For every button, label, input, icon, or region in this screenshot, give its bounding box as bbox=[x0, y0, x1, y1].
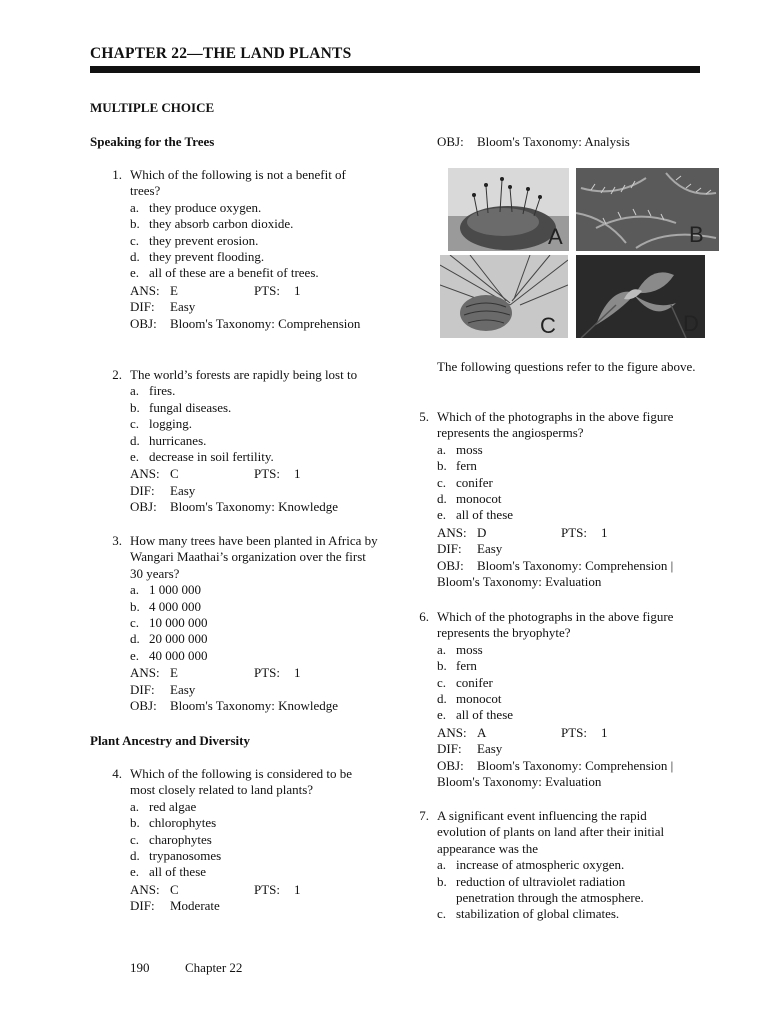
answer-value: C bbox=[170, 466, 179, 482]
option-letter: e. bbox=[130, 449, 140, 465]
option bbox=[437, 857, 677, 873]
option bbox=[130, 599, 380, 615]
dif-label: DIF: bbox=[130, 482, 155, 498]
option-text: fungal diseases. bbox=[149, 399, 232, 415]
obj-label: OBJ: bbox=[437, 134, 464, 149]
option bbox=[437, 442, 705, 458]
option-letter: d. bbox=[130, 249, 140, 265]
ans-label: ANS: bbox=[130, 881, 160, 897]
option-letter: c. bbox=[130, 416, 140, 432]
question-1 bbox=[112, 167, 370, 332]
option-letter: b. bbox=[130, 598, 140, 614]
obj-label: OBJ: bbox=[437, 757, 464, 773]
option bbox=[437, 707, 705, 723]
option-letter: c. bbox=[130, 615, 140, 631]
option-letter: e. bbox=[130, 864, 140, 880]
option-text: they produce oxygen. bbox=[149, 199, 262, 215]
difficulty-value: Easy bbox=[477, 741, 503, 757]
option bbox=[130, 449, 380, 465]
dif-label: DIF: bbox=[130, 681, 155, 697]
question-number: 1. bbox=[112, 167, 122, 182]
option-letter: e. bbox=[437, 507, 447, 523]
option bbox=[130, 582, 380, 598]
objective-value: Bloom's Taxonomy: Knowledge bbox=[170, 698, 339, 714]
points-value: 1 bbox=[601, 724, 608, 740]
objective-value-continued: Bloom's Taxonomy: Evaluation bbox=[437, 774, 602, 790]
pts-label: PTS: bbox=[561, 524, 588, 540]
option-letter: e. bbox=[130, 647, 140, 663]
page-number: 190 bbox=[130, 960, 150, 975]
option-letter: a. bbox=[130, 582, 140, 598]
option-text: stabilization of global climates. bbox=[456, 906, 620, 922]
question-number: 2. bbox=[112, 367, 122, 382]
option-letter: b. bbox=[437, 873, 447, 889]
title-rule bbox=[90, 66, 700, 73]
option-text: 20 000 000 bbox=[149, 631, 208, 647]
option bbox=[130, 864, 375, 880]
question-2 bbox=[112, 367, 380, 516]
option bbox=[130, 615, 380, 631]
question-3 bbox=[112, 533, 380, 714]
option-text: 1 000 000 bbox=[149, 582, 201, 598]
option-text: 40 000 000 bbox=[149, 647, 208, 663]
option-letter: e. bbox=[437, 707, 447, 723]
obj-label: OBJ: bbox=[130, 315, 157, 331]
question-7 bbox=[419, 808, 677, 923]
option bbox=[130, 848, 375, 864]
difficulty-value: Easy bbox=[170, 299, 196, 315]
points-value: 1 bbox=[294, 282, 301, 298]
pts-label: PTS: bbox=[254, 466, 281, 482]
photo-label-d: D bbox=[683, 311, 699, 336]
question-stem: Which of the following is not a benefit of trees? bbox=[130, 167, 346, 199]
option bbox=[130, 200, 370, 216]
option bbox=[130, 799, 375, 815]
option-text: monocot bbox=[456, 691, 502, 707]
question-stem: The world’s forests are rapidly being lost to bbox=[130, 367, 358, 382]
question-number: 5. bbox=[419, 409, 429, 424]
option-letter: c. bbox=[437, 674, 447, 690]
option-text: all of these bbox=[149, 864, 207, 880]
option-text: fires. bbox=[149, 383, 176, 399]
points-value: 1 bbox=[601, 524, 608, 540]
option bbox=[130, 233, 370, 249]
option bbox=[130, 383, 380, 399]
option-text: they prevent erosion. bbox=[149, 232, 259, 248]
obj-label: OBJ: bbox=[130, 499, 157, 515]
option-letter: c. bbox=[130, 831, 140, 847]
carryover-objective bbox=[437, 134, 697, 150]
option-text: logging. bbox=[149, 416, 192, 432]
option-letter: b. bbox=[130, 399, 140, 415]
question-stem: How many trees have been planted in Africa by Wangari Maathai’s organization over the first 30 years? bbox=[130, 533, 378, 581]
difficulty-value: Easy bbox=[477, 541, 503, 557]
question-stem: Which of the photographs in the above figure represents the bryophyte? bbox=[437, 609, 674, 641]
option-letter: b. bbox=[130, 216, 140, 232]
answer-value: E bbox=[170, 282, 178, 298]
option-text: they prevent flooding. bbox=[149, 249, 265, 265]
option bbox=[130, 416, 380, 432]
difficulty-value: Easy bbox=[170, 681, 196, 697]
option bbox=[437, 658, 705, 674]
option bbox=[437, 874, 677, 907]
photo-label-a: A bbox=[548, 224, 563, 249]
option-text: conifer bbox=[456, 674, 493, 690]
option bbox=[130, 648, 380, 664]
answer-value: E bbox=[170, 665, 178, 681]
figure-caption: The following questions refer to the figure above. bbox=[437, 359, 696, 374]
option bbox=[437, 691, 705, 707]
pts-label: PTS: bbox=[254, 881, 281, 897]
question-number: 4. bbox=[112, 766, 122, 781]
option-text: they absorb carbon dioxide. bbox=[149, 216, 294, 232]
chapter-title: CHAPTER 22—THE LAND PLANTS bbox=[90, 45, 352, 62]
option-text: moss bbox=[456, 441, 483, 457]
option-text: charophytes bbox=[149, 831, 212, 847]
ans-label: ANS: bbox=[130, 466, 160, 482]
question-number: 6. bbox=[419, 609, 429, 624]
option bbox=[130, 631, 380, 647]
option-letter: d. bbox=[437, 691, 447, 707]
option-text: fern bbox=[456, 658, 477, 674]
option bbox=[437, 475, 705, 491]
obj-label: OBJ: bbox=[130, 698, 157, 714]
question-5 bbox=[419, 409, 705, 590]
option-text: chlorophytes bbox=[149, 815, 217, 831]
option bbox=[130, 249, 370, 265]
objective-value: Bloom's Taxonomy: Analysis bbox=[477, 134, 630, 149]
photo-b-fern bbox=[576, 168, 719, 251]
option bbox=[130, 400, 380, 416]
option-letter: d. bbox=[130, 848, 140, 864]
option-letter: c. bbox=[437, 474, 447, 490]
question-4 bbox=[112, 766, 375, 915]
ans-label: ANS: bbox=[437, 524, 467, 540]
option-letter: d. bbox=[130, 631, 140, 647]
option bbox=[130, 216, 370, 232]
question-stem: A significant event influencing the rapid evolution of plants on land after their initial appearance was the bbox=[437, 808, 665, 856]
difficulty-value: Moderate bbox=[170, 898, 220, 914]
dif-label: DIF: bbox=[130, 299, 155, 315]
option bbox=[130, 433, 380, 449]
points-value: 1 bbox=[294, 665, 301, 681]
question-number: 3. bbox=[112, 533, 122, 548]
question-stem: Which of the following is considered to be most closely related to land plants? bbox=[130, 766, 353, 798]
photo-label-b: B bbox=[689, 222, 704, 247]
option-letter: b. bbox=[437, 658, 447, 674]
option-letter: d. bbox=[130, 432, 140, 448]
option bbox=[437, 642, 705, 658]
photo-d-monocot bbox=[576, 255, 705, 338]
answer-value: A bbox=[477, 724, 487, 740]
option-text: decrease in soil fertility. bbox=[149, 449, 274, 465]
objective-value: Bloom's Taxonomy: Comprehension | bbox=[477, 557, 674, 573]
objective-value-continued: Bloom's Taxonomy: Evaluation bbox=[437, 574, 602, 590]
photo-a-moss bbox=[448, 168, 569, 251]
answer-value: C bbox=[170, 881, 179, 897]
option bbox=[437, 491, 705, 507]
option-letter: b. bbox=[437, 458, 447, 474]
pts-label: PTS: bbox=[254, 665, 281, 681]
subsection-heading-trees: Speaking for the Trees bbox=[90, 134, 215, 149]
pts-label: PTS: bbox=[561, 724, 588, 740]
option-text: conifer bbox=[456, 474, 493, 490]
option-text: fern bbox=[456, 458, 477, 474]
option-letter: c. bbox=[130, 232, 140, 248]
option bbox=[437, 675, 705, 691]
dif-label: DIF: bbox=[130, 898, 155, 914]
section-type-heading: MULTIPLE CHOICE bbox=[90, 100, 215, 115]
option-text: hurricanes. bbox=[149, 432, 207, 448]
option-text: monocot bbox=[456, 491, 502, 507]
option-text: red algae bbox=[149, 798, 197, 814]
option-letter: a. bbox=[130, 383, 140, 399]
option-letter: c. bbox=[437, 906, 447, 922]
option bbox=[130, 265, 370, 281]
points-value: 1 bbox=[294, 881, 301, 897]
option bbox=[130, 815, 375, 831]
objective-value: Bloom's Taxonomy: Comprehension | bbox=[477, 757, 674, 773]
photo-c-conifer bbox=[440, 255, 568, 338]
question-stem: Which of the photographs in the above figure represents the angiosperms? bbox=[437, 409, 674, 441]
option-text: all of these bbox=[456, 707, 514, 723]
ans-label: ANS: bbox=[130, 665, 160, 681]
option-text: 4 000 000 bbox=[149, 598, 201, 614]
option-letter: a. bbox=[437, 857, 447, 873]
option-letter: a. bbox=[437, 641, 447, 657]
option-text: reduction of ultraviolet radiation penetration through the atmosphere. bbox=[456, 873, 644, 906]
footer-chapter: Chapter 22 bbox=[185, 960, 243, 975]
option-letter: a. bbox=[437, 441, 447, 457]
ans-label: ANS: bbox=[130, 282, 160, 298]
obj-label: OBJ: bbox=[437, 557, 464, 573]
option-letter: a. bbox=[130, 798, 140, 814]
option-text: 10 000 000 bbox=[149, 615, 208, 631]
dif-label: DIF: bbox=[437, 741, 462, 757]
objective-value: Bloom's Taxonomy: Knowledge bbox=[170, 499, 339, 515]
difficulty-value: Easy bbox=[170, 482, 196, 498]
option-letter: d. bbox=[437, 491, 447, 507]
points-value: 1 bbox=[294, 466, 301, 482]
pts-label: PTS: bbox=[254, 282, 281, 298]
option bbox=[130, 832, 375, 848]
option-text: all of these are a benefit of trees. bbox=[149, 265, 319, 281]
question-6 bbox=[419, 609, 705, 790]
question-number: 7. bbox=[419, 808, 429, 823]
option bbox=[437, 507, 705, 523]
photo-label-c: C bbox=[540, 313, 556, 338]
option-text: moss bbox=[456, 641, 483, 657]
option-text: all of these bbox=[456, 507, 514, 523]
option-text: increase of atmospheric oxygen. bbox=[456, 857, 625, 873]
objective-value: Bloom's Taxonomy: Comprehension bbox=[170, 315, 361, 331]
option bbox=[437, 906, 677, 922]
subsection-heading-ancestry: Plant Ancestry and Diversity bbox=[90, 733, 250, 748]
option-letter: e. bbox=[130, 265, 140, 281]
option-letter: b. bbox=[130, 815, 140, 831]
ans-label: ANS: bbox=[437, 724, 467, 740]
dif-label: DIF: bbox=[437, 541, 462, 557]
option-letter: a. bbox=[130, 199, 140, 215]
answer-value: D bbox=[477, 524, 487, 540]
option-text: trypanosomes bbox=[149, 848, 222, 864]
option bbox=[437, 458, 705, 474]
